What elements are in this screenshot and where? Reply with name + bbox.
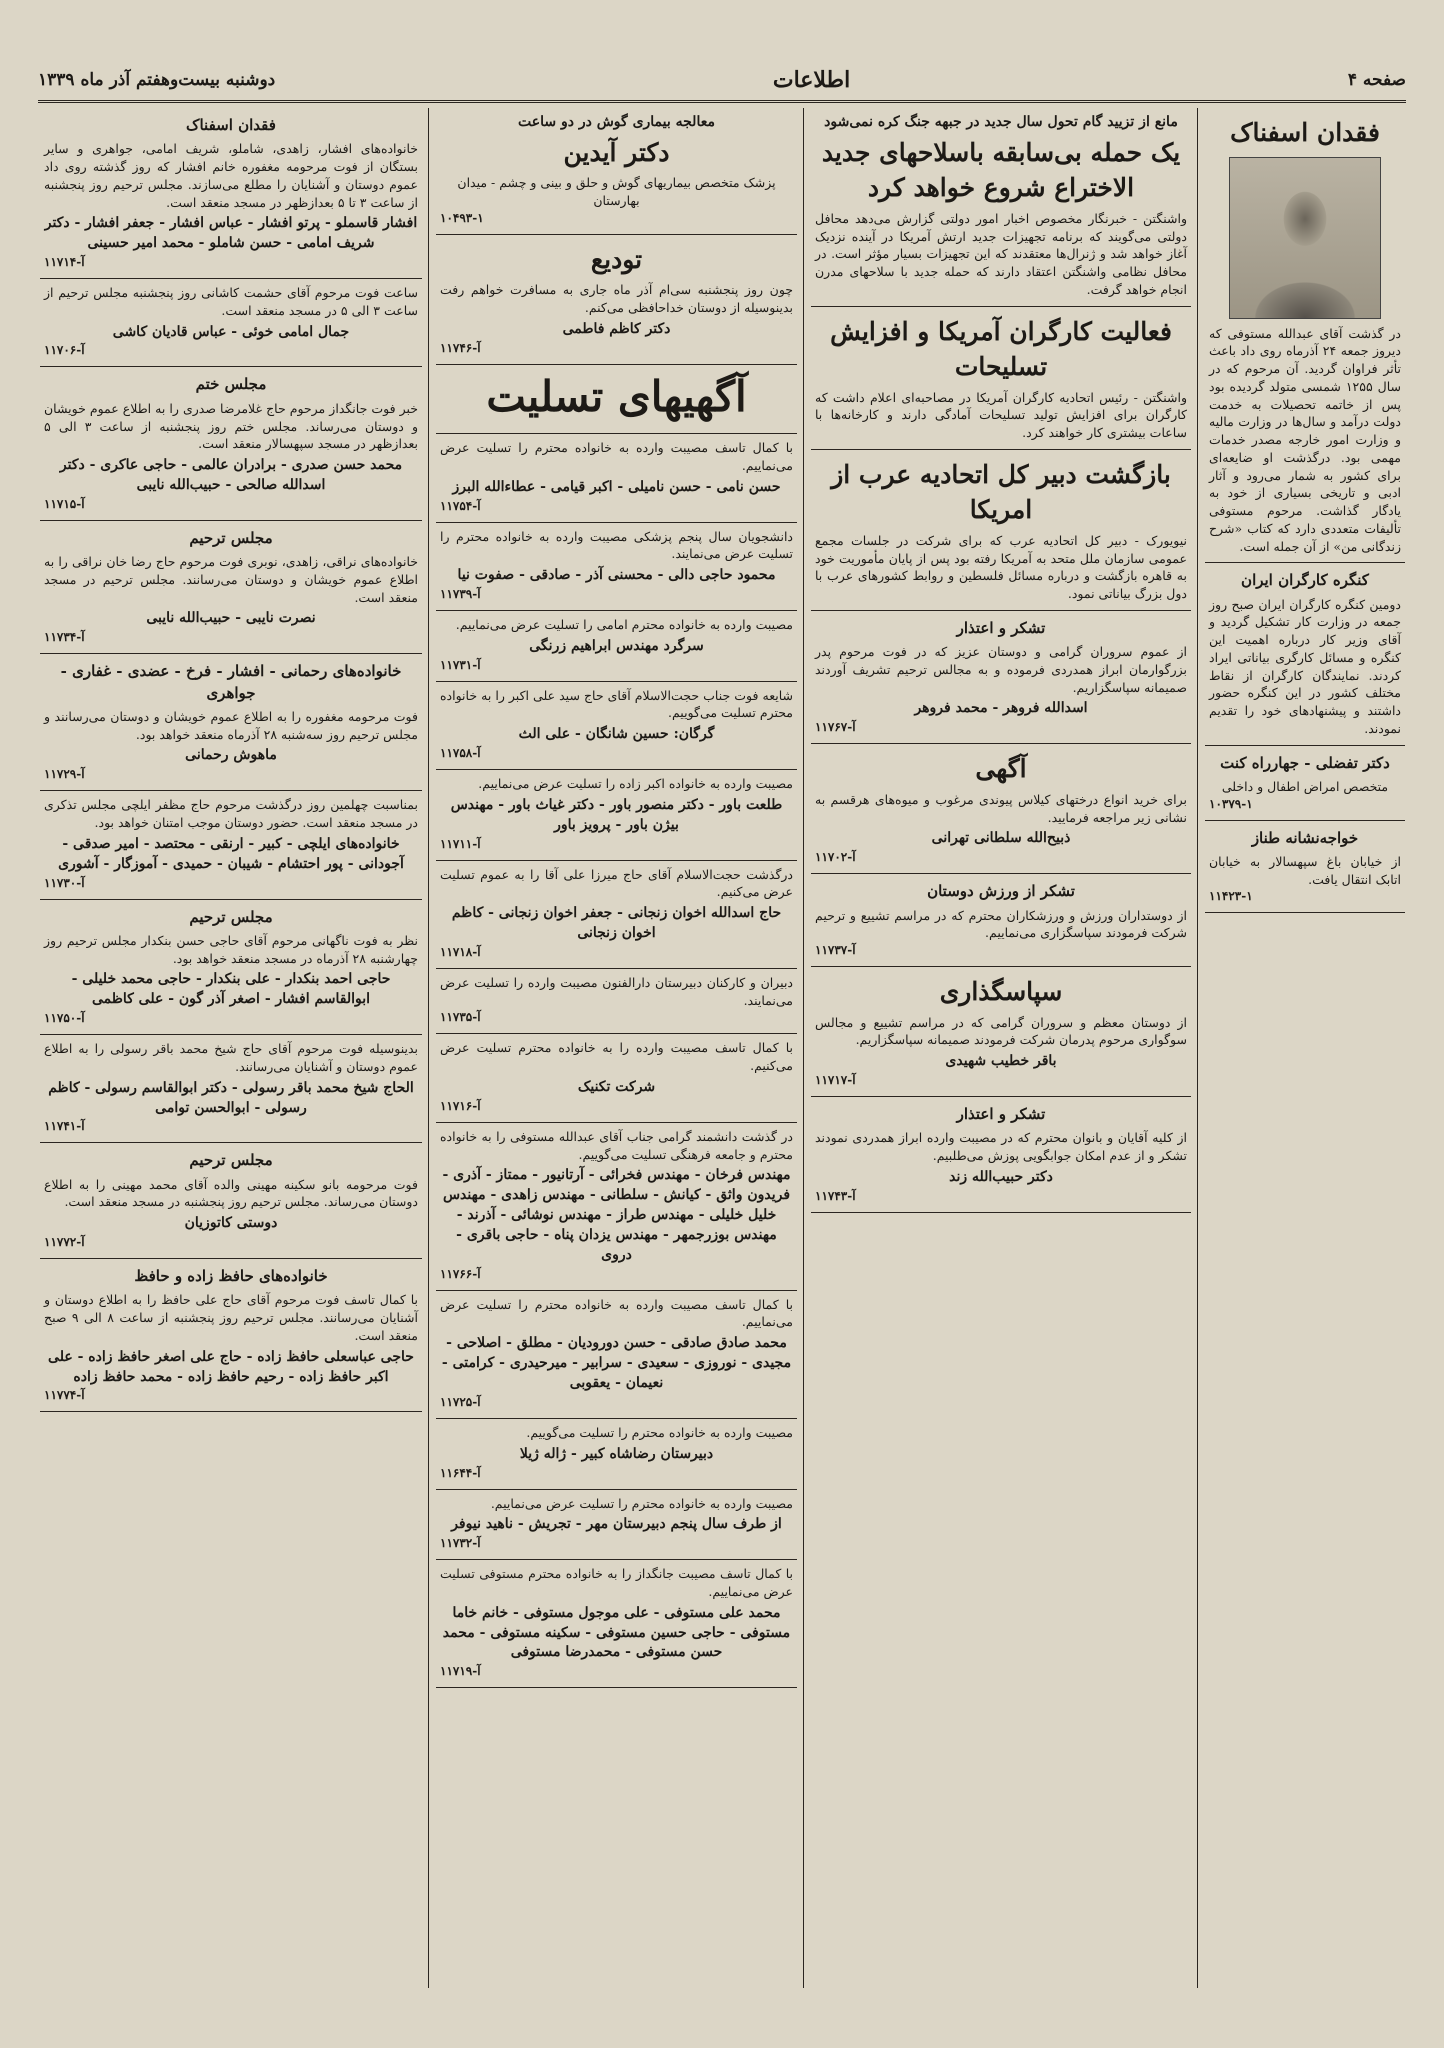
condolence-ad bbox=[436, 434, 797, 522]
obituary-code: ۱۱۷۱۴-آ bbox=[44, 255, 85, 270]
memorial-text: نظر به فوت ناگهانی مرحوم آقای حاجی حسن بنکدار مجلس ترحیم روز چهارشنبه ۲۸ آذرماه در مسجد منعقد خواهد بود. bbox=[44, 932, 418, 966]
families-title: خانواده‌های رحمانی - افشار - فرخ - عضدی - غفاری - جواهری bbox=[60, 662, 402, 702]
masthead bbox=[38, 60, 1406, 103]
doctor-name: دکتر آیدین bbox=[563, 137, 670, 167]
story-3 bbox=[811, 450, 1191, 611]
hafez-title: خانواده‌های حافظ زاده و حافظ bbox=[134, 1267, 328, 1286]
families-names: خانواده‌های ایلچی - کبیر - ارنقی - محتصد - امیر صدقی - آجودانی - پور احتشام - شیبان - حمیدی - آموزگار - آشوری bbox=[58, 835, 404, 872]
condolence-names: سرگرد مهندس ابراهیم زرنگی bbox=[529, 637, 704, 654]
condolence-ad bbox=[436, 770, 797, 861]
families-block-2 bbox=[40, 791, 422, 899]
condolence-text: مصیبت وارده به خانواده محترم را تسلیت می‌گوییم. bbox=[526, 1424, 793, 1440]
memorial-block bbox=[40, 521, 422, 654]
farewell-code: ۱۱۷۴۶-آ bbox=[440, 340, 481, 355]
condolence-names: محمود حاجی دالی - محسنی آذر - صادقی - صفوت نیا bbox=[457, 567, 776, 584]
hafez-text: با کمال تاسف فوت مرحوم آقای حاج علی حافظ را به اطلاع دوستان و آشنایان می‌رسانند. مجلس ترحیم روز پنجشنبه از ساعت ۸ الی ۹ صبح منعقد است. bbox=[44, 1292, 418, 1343]
memorial-block bbox=[40, 367, 422, 520]
condolence-names: محمد علی مستوفی - علی موجول مستوفی - خانم خاما مستوفی - حاجی حسین مستوفی - سکینه مستوفی - محمد حسن مستوفی - محمدرضا مستوفی bbox=[442, 1604, 791, 1661]
condolence-text: با کمال تاسف مصیبت وارده به خانواده محترم را تسلیت عرض می‌نماییم. bbox=[440, 440, 793, 473]
thanks2-signature: دکتر حبیب‌الله زند bbox=[949, 1168, 1053, 1185]
doctor-ad bbox=[1205, 746, 1405, 821]
farewell-text: چون روز پنجشنبه سی‌ام آذر ماه جاری به مسافرت خواهم رفت بدینوسیله از دوستان خداحافظی می‌کنم. bbox=[440, 282, 793, 316]
story-text: نیویورک - دبیر کل اتحادیه عرب که برای شرکت در جلسات مجمع عمومی سازمان ملل متحد به آمریکا رفته بود پس از پایان مأموریت خود به قاهره بازگشت و درباره مسائل فلسطین و روابط کشورهای عرب با دول بزرگ بیاناتی نمود. bbox=[815, 532, 1187, 602]
date-line: دوشنبه بیست‌وهفتم آذر ماه ۱۳۳۹ bbox=[38, 70, 276, 90]
condolence-ad bbox=[436, 1291, 797, 1419]
condolence-text: با کمال تاسف مصیبت جانگداز را به خانواده محترم مستوفی تسلیت عرض می‌نماییم. bbox=[440, 1566, 793, 1599]
sport-title: تشکر از ورزش دوستان bbox=[927, 882, 1075, 901]
notice-text: از خیابان باغ سپهسالار به خیابان اتابک انتقال یافت. bbox=[1209, 853, 1401, 887]
condolence-code: ۱۱۷۱۹-آ bbox=[440, 1664, 481, 1679]
congress-text: دومین کنگره کارگران ایران صبح روز جمعه در وزارت کار تشکیل گردید و آقای وزیر کار درباره اهمیت این کنگره و مسائل کارگری بیاناتی ایراد کردند. نمایندگان کارگران از نقاط مختلف کشور در این کنگره حضور داشتند و پیشنهادهای خود را تقدیم نمودند. bbox=[1209, 596, 1401, 736]
notice-title: خواجه‌نشانه طناز bbox=[1251, 828, 1359, 847]
condolence-code: ۱۱۶۴۴-آ bbox=[440, 1465, 481, 1480]
memorial-title: مجلس ترحیم bbox=[189, 907, 273, 926]
thanks-title: تشکر و اعتذار bbox=[956, 618, 1046, 637]
ad-block bbox=[811, 744, 1191, 874]
sport-thanks bbox=[811, 874, 1191, 967]
memorial-names: دوستی کاتوزیان bbox=[184, 1215, 278, 1232]
memorial-block bbox=[40, 900, 422, 1036]
condolence-ad bbox=[436, 1123, 797, 1291]
memorial-code: ۱۱۷۷۲-آ bbox=[44, 1235, 85, 1250]
gratitude-block bbox=[811, 967, 1191, 1097]
doctor-title: دکتر تفضلی - جهارراه کنت bbox=[1220, 753, 1390, 772]
condolence-code: ۱۱۷۵۸-آ bbox=[440, 746, 481, 761]
condolence-ad bbox=[436, 969, 797, 1035]
condolence-code: ۱۱۷۶۶-آ bbox=[440, 1266, 481, 1281]
page-label: صفحه ۴ bbox=[1347, 70, 1406, 90]
memorial-title: مجلس ترحیم bbox=[189, 528, 273, 547]
doctor-text: متخصص امراض اطفال و داخلی bbox=[1221, 778, 1389, 794]
families-code: ۱۱۷۲۹-آ bbox=[44, 767, 85, 782]
column-rule bbox=[1197, 108, 1198, 1988]
ad-title: آگهی bbox=[975, 754, 1027, 784]
obituary-text: خانواده‌های افشار، زاهدی، شاملو، شریف امامی، جواهری و سایر بستگان از فوت مرحومه مغفوره خانم افشار که روز گذشته روی داد عموم دوستان و آشنایان را مطلع می‌سازند. مجلس ترحیم روز پنجشنبه از ساعت ۳ تا ۵ بعدازظهر در مسجد منعقد است. bbox=[44, 141, 418, 210]
condolence-code: ۱۱۷۳۹-آ bbox=[440, 586, 481, 601]
obituary-block-3 bbox=[40, 279, 422, 367]
families-block bbox=[40, 654, 422, 791]
condolence-text: دبیران و کارکنان دبیرستان دارالفنون مصیبت وارده را تسلیت عرض می‌نمایند. bbox=[440, 974, 793, 1008]
memorial-names: نصرت نایبی - حبیب‌الله نایبی bbox=[146, 610, 316, 627]
condolence-code: ۱۱۷۱۸-آ bbox=[440, 944, 481, 959]
condolence-ad bbox=[436, 1490, 797, 1561]
thanks-ad bbox=[811, 611, 1191, 744]
story-2 bbox=[811, 307, 1191, 450]
condolence-ad bbox=[436, 861, 797, 969]
memorial-code: ۱۱۷۴۱-آ bbox=[44, 1119, 85, 1134]
condolence-text: مصیبت وارده به خانواده محترم را تسلیت عرض می‌نماییم. bbox=[490, 1495, 793, 1511]
headline-3: بازگشت دبیر کل اتحادیه عرب از امریکا bbox=[831, 459, 1171, 525]
column-rule bbox=[803, 108, 804, 1988]
column-2 bbox=[811, 108, 1191, 1988]
condolence-text: دانشجویان سال پنجم پزشکی مصیبت وارده به خانواده محترم را تسلیت عرض می‌نمایند. bbox=[440, 528, 793, 562]
hafez-code: ۱۱۷۷۴-آ bbox=[44, 1388, 85, 1403]
lead-story bbox=[811, 108, 1191, 307]
condolence-text: درگذشت حجت‌الاسلام آقای حاج میرزا علی آقا را به عموم تسلیت عرض می‌کنیم. bbox=[440, 866, 793, 900]
top-kicker: معالجه بیماری گوش در دو ساعت bbox=[518, 114, 715, 130]
farewell-signature: دکتر کاظم فاطمی bbox=[562, 320, 671, 337]
doctor-ad-top bbox=[436, 108, 797, 235]
hafez-block bbox=[40, 1259, 422, 1412]
ad-text: برای خرید انواع درختهای کیلاس پیوندی مرغوب و میوه‌های هرقسم به نشانی زیر مراجعه فرمایید. bbox=[815, 791, 1187, 825]
paper-name: اطلاعات bbox=[772, 67, 851, 93]
memorial-code: ۱۱۷۳۴-آ bbox=[44, 630, 85, 645]
thanks2-text: از کلیه آقایان و بانوان محترم که در مصیبت وارده ابراز همدردی نمودند تشکر و از عدم امکان جوابگویی پوزش می‌طلبیم. bbox=[815, 1130, 1187, 1164]
doctor-text: پزشک متخصص بیماریهای گوش و حلق و بینی و چشم - میدان بهارستان bbox=[457, 175, 776, 209]
gratitude-text: از دوستان معظم و سروران گرامی که در مراسم تشییع و مجالس سوگواری مرحوم پدرمان شرکت فرمودند صمیمانه سپاسگزاریم. bbox=[815, 1014, 1187, 1048]
families-code: ۱۱۷۳۰-آ bbox=[44, 875, 85, 890]
farewell-title: تودیع bbox=[590, 244, 643, 274]
condolence-code: ۱۱۷۱۱-آ bbox=[440, 836, 481, 851]
condolence-names: طلعت باور - دکتر منصور باور - دکتر غیاث باور - مهندس بیژن باور - پرویز باور bbox=[450, 796, 783, 833]
condolence-ad bbox=[436, 523, 797, 611]
sport-code: ۱۱۷۳۷-آ bbox=[815, 943, 856, 958]
memorial-code: ۱۱۷۵۰-آ bbox=[44, 1011, 85, 1026]
families-text: فوت مرحومه مغفوره را به اطلاع عموم خویشان و دوستان می‌رسانند و مجلس ترحیم روز سه‌شنبه ۲۸ آذرماه منعقد خواهد بود. bbox=[44, 708, 418, 742]
condolence-text: در گذشت دانشمند گرامی جناب آقای عبدالله مستوفی را به خانواده محترم و جامعه فرهنگی تسلیت می‌گوییم. bbox=[440, 1128, 793, 1162]
doctor-code: ۱۰۴۹۳-۱ bbox=[440, 210, 484, 225]
memorial-title: مجلس ختم bbox=[195, 375, 267, 394]
obituary-code: ۱۱۷۰۶-آ bbox=[44, 343, 85, 358]
sport-text: از دوستداران ورزش و ورزشکاران محترم که در مراسم تشییع و ترحیم شرکت فرمودند سپاسگزاری می‌نماییم. bbox=[815, 907, 1187, 941]
column-1 bbox=[1205, 108, 1405, 1988]
story-text: واشنگتن - خبرنگار مخصوص اخبار امور دولتی گزارش می‌دهد محافل دولتی می‌گویند که برنامه تجهیزات جدید ارتش آمریکا در آینده نزدیک آغاز خواهد شد و ژنرال‌ها معتقدند که این تجهیزات بسیار مؤثر است. در محافل نظامی واشنگتن اعتقاد دارند که حمله جدید با سلاحهای مدرن انجام خواهد گرفت. bbox=[815, 210, 1187, 297]
condolence-code: ۱۱۷۳۵-آ bbox=[440, 1010, 481, 1025]
obituary-block bbox=[1205, 108, 1405, 563]
thanks2-title: تشکر و اعتذار bbox=[956, 1104, 1046, 1123]
obituary-names: افشار قاسملو - پرتو افشار - عباس افشار - جعفر افشار - دکتر شریف امامی - حسن شاملو - محمد امیر حسینی bbox=[44, 215, 418, 252]
condolence-text: مصیبت وارده به خانواده اکبر زاده را تسلیت عرض می‌نماییم. bbox=[478, 776, 793, 792]
ad-code: ۱۱۷۰۲-آ bbox=[815, 850, 856, 865]
headline-2: فعالیت کارگران آمریکا و افزایش تسلیحات bbox=[830, 316, 1172, 382]
memorial-title: مجلس ترحیم bbox=[189, 1151, 273, 1170]
condolence-header bbox=[436, 365, 797, 434]
thanks2-code: ۱۱۷۴۳-آ bbox=[815, 1188, 856, 1203]
farewell-block bbox=[436, 235, 797, 365]
obituary-title: فقدان اسفناک bbox=[186, 116, 276, 134]
memorial-text: بدینوسیله فوت مرحوم آقای حاج شیخ محمد باقر رسولی را به اطلاع عموم دوستان و آشنایان می‌رسانند. bbox=[44, 1041, 418, 1074]
memorial-code: ۱۱۷۱۵-آ bbox=[44, 496, 85, 511]
hafez-names: حاجی عباسعلی حافظ زاده - حاج علی اصغر حافظ زاده - علی اکبر حافظ زاده - رحیم حافظ زاده - محمد حافظ زاده bbox=[48, 1348, 414, 1385]
families-signature: ماهوش رحمانی bbox=[185, 747, 277, 764]
notice-block bbox=[1205, 821, 1405, 914]
column-rule bbox=[428, 108, 429, 1988]
condolence-ad bbox=[436, 611, 797, 682]
condolence-names: شرکت تکنیک bbox=[577, 1078, 656, 1095]
memorial-block bbox=[40, 1143, 422, 1259]
headline: یک حمله بی‌سابقه باسلاحهای جدید الاختراع شروع خواهد کرد bbox=[821, 137, 1181, 203]
condolence-title: آگهیهای تسلیت bbox=[486, 371, 747, 421]
congress-title: کنگره کارگران ایران bbox=[1241, 571, 1369, 590]
condolence-text: شایعه فوت جناب حجت‌الاسلام آقای حاج سید علی اکبر را به خانواده محترم تسلیت می‌گوییم. bbox=[440, 687, 793, 721]
condolence-code: ۱۱۷۲۵-آ bbox=[440, 1394, 481, 1409]
condolence-names: دبیرستان رضاشاه کبیر - ژاله ژیلا bbox=[519, 1445, 714, 1462]
memorial-names: الحاج شیخ محمد باقر رسولی - دکتر ابوالقاسم رسولی - کاظم رسولی - ابوالحسن توامی bbox=[48, 1079, 414, 1116]
obituary-title: فقدان اسفناک bbox=[1230, 118, 1380, 147]
condolence-names: حسن نامی - حسن نامیلی - اکبر قیامی - عطاءالله البرز bbox=[452, 478, 781, 495]
doctor-code: ۱۰۳۷۹-۱ bbox=[1209, 796, 1253, 811]
condolence-ad bbox=[436, 1034, 797, 1122]
obituary-signature: جمال امامی خوئی - عباس قادیان کاشی bbox=[112, 323, 350, 340]
thanks-signature: اسدالله فروهر - محمد فروهر bbox=[914, 700, 1088, 717]
condolence-ad bbox=[436, 682, 797, 770]
condolence-names: حاج اسدالله اخوان زنجانی - جعفر اخوان زنجانی - کاظم اخوان زنجانی bbox=[451, 905, 782, 941]
portrait-photo bbox=[1229, 157, 1381, 319]
condolence-code: ۱۱۷۵۴-آ bbox=[440, 498, 481, 513]
condolence-names: مهندس فرخان - مهندس فخرائی - آرتانیور - ممتاز - آذری - فریدون واثق - کیانش - سلطانی - مهندس زاهدی - مهندس خلیل خلیلی - مهندس طراز - مهندس نوشائی - آذرند - مهندس بوزرجمهر - مهندس یزدان پناه - حاجی باقری - دروی bbox=[442, 1167, 791, 1263]
memorial-text: خانواده‌های نراقی، زاهدی، نوبری فوت مرحوم حاج رضا خان نراقی را به اطلاع عموم خویشان و دوستان می‌رسانند. مجلس ترحیم در مسجد منعقد است. bbox=[44, 554, 418, 605]
obituary-block-2 bbox=[40, 108, 422, 279]
gratitude-title: سپاسگذاری bbox=[939, 977, 1063, 1007]
condolence-ad bbox=[436, 1419, 797, 1490]
families-text: بمناسبت چهلمین روز درگذشت مرحوم حاج مظفر ایلچی مجلس تذکری در مسجد منعقد است. حضور دوستان موجب امتنان خواهد بود. bbox=[44, 797, 418, 831]
memorial-names: حاجی احمد بنکدار - علی بنکدار - حاجی محمد خلیلی - ابوالقاسم افشار - اصغر آذر گون - علی کاظمی bbox=[71, 971, 391, 1008]
headline-kicker: مانع از تزیید گام تحول سال جدید در جبهه جنگ کره نمی‌شود bbox=[824, 114, 1178, 130]
memorial-names: محمد حسن صدری - برادران عالمی - حاجی عاکری - دکتر اسدالله صالحی - حبیب‌الله نایبی bbox=[59, 457, 403, 493]
condolence-names: محمد صادق صادقی - حسن دورودیان - مطلق - اصلاحی - مجیدی - نوروزی - سعیدی - سرابیر - میرحیدری - کرامتی - نعیمان - یعقوبی bbox=[441, 1335, 792, 1391]
condolence-names: گرگان: حسین شانگان - علی الث bbox=[518, 726, 715, 743]
memorial-text: خبر فوت جانگداز مرحوم حاج غلامرضا صدری را به اطلاع عموم خویشان و دوستان می‌رساند. مجلس ختم روز پنجشنبه از ساعت ۳ الی ۵ بعدازظهر در مسجد سپهسالار منعقد است. bbox=[44, 400, 418, 452]
condolence-ad bbox=[436, 1560, 797, 1688]
condolence-code: ۱۱۷۳۲-آ bbox=[440, 1536, 481, 1551]
obituary-text: ساعت فوت مرحوم آقای حشمت کاشانی روز پنجشنبه مجلس ترحیم از ساعت ۳ الی ۵ در مسجد منعقد است. bbox=[44, 285, 418, 318]
congress-block bbox=[1205, 563, 1405, 745]
thanks-ad-2 bbox=[811, 1097, 1191, 1213]
notice-code: ۱۱۴۲۳-۱ bbox=[1209, 889, 1253, 904]
column-4 bbox=[40, 108, 422, 1988]
condolence-names: از طرف سال پنجم دبیرستان مهر - تجریش - ناهید نیوفر bbox=[451, 1516, 782, 1533]
condolence-text: با کمال تاسف مصیبت وارده را به خانواده محترم تسلیت عرض می‌کنیم. bbox=[440, 1040, 793, 1074]
condolence-code: ۱۱۷۳۱-آ bbox=[440, 657, 481, 672]
ad-signature: ذبیح‌الله سلطانی تهرانی bbox=[931, 830, 1071, 847]
gratitude-signature: باقر خطیب شهیدی bbox=[945, 1053, 1057, 1070]
column-3 bbox=[436, 108, 797, 1988]
condolence-text: با کمال تاسف مصیبت وارده به خانواده محترم را تسلیت عرض می‌نماییم. bbox=[440, 1296, 793, 1330]
story-text: واشنگتن - رئیس اتحادیه کارگران آمریکا در مصاحبه‌ای اعلام داشت که کارگران برای افزایش تولید تسلیحات آمادگی دارند و کارخانه‌ها با ساعات بیشتری کار خواهند کرد. bbox=[815, 389, 1187, 441]
memorial-block bbox=[40, 1035, 422, 1143]
obituary-text: در گذشت آقای عبدالله مستوفی که دیروز جمعه ۲۴ آذرماه روی داد باعث تأثر فراوان گردید. آن مرحوم که در سال ۱۲۵۵ شمسی متولد گردیده بود پس از خاتمه تحصیلات به خدمت دولت درآمد و سال‌ها در وزارت مالیه و وزارت امور خارجه مصدر خدمات مهمی بود. درگذشت او ضایعه‌ای برای کشور به شمار می‌رود و آثار ادبی و تاریخی بسیاری از خود به یادگار گذاشت. مرحوم مستوفی تألیفات متعددی دارد که کتاب «شرح زندگانی من» از آن جمله است. bbox=[1209, 325, 1401, 554]
memorial-text: فوت مرحومه بانو سکینه مهینی والده آقای محمد مهینی را به اطلاع دوستان می‌رساند. مجلس ترحیم روز پنجشنبه در مسجد منعقد است. bbox=[44, 1176, 418, 1210]
condolence-code: ۱۱۷۱۶-آ bbox=[440, 1098, 481, 1113]
condolence-text: مصیبت وارده به خانواده محترم امامی را تسلیت عرض می‌نماییم. bbox=[455, 617, 793, 633]
thanks-text: از عموم سروران گرامی و دوستان عزیز که در فوت مرحوم پدر بزرگوارمان ابراز همدردی فرموده و به مجالس ترحیم تشریف آوردند صمیمانه سپاسگزاریم. bbox=[815, 644, 1187, 695]
gratitude-code: ۱۱۷۱۷-آ bbox=[815, 1072, 856, 1087]
thanks-code: ۱۱۷۶۷-آ bbox=[815, 720, 856, 735]
